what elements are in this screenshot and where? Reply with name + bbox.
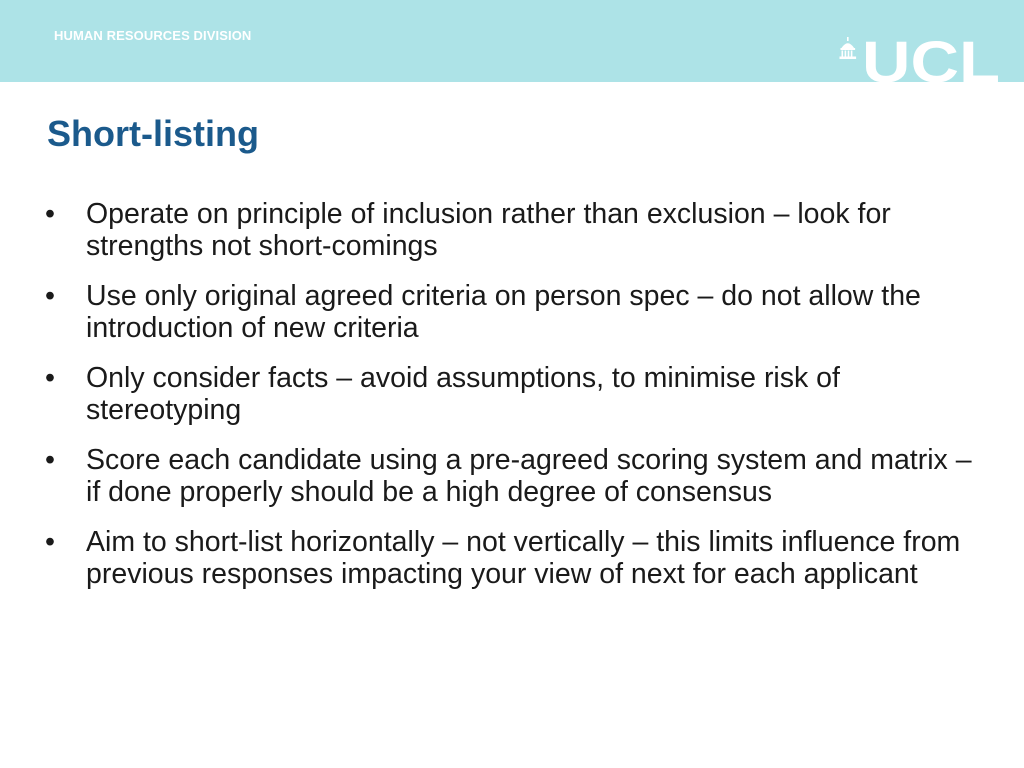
bullet-icon: • xyxy=(45,526,55,558)
ucl-logo-text: UCL xyxy=(862,36,1000,84)
bullet-item xyxy=(45,362,975,426)
ucl-dome-icon xyxy=(840,37,857,59)
bullet-text: Score each candidate using a pre-agreed scoring system and matrix – if done properly should be a high degree of consensus xyxy=(86,444,972,508)
bullet-icon: • xyxy=(45,198,55,230)
bullet-text: Aim to short-list horizontally – not vertically – this limits influence from previous responses impacting your view of next for each applicant xyxy=(86,526,961,590)
ucl-logo xyxy=(838,36,1002,84)
division-label: HUMAN RESOURCES DIVISION xyxy=(54,28,252,43)
bullet-item xyxy=(45,444,975,508)
bullet-item xyxy=(45,198,975,262)
bullet-icon: • xyxy=(45,280,55,312)
bullet-list xyxy=(45,198,975,608)
header-band xyxy=(0,0,1024,82)
bullet-text: Only consider facts – avoid assumptions, to minimise risk of stereotyping xyxy=(86,362,840,426)
bullet-text: Use only original agreed criteria on person spec – do not allow the introduction of new criteria xyxy=(86,280,921,344)
bullet-icon: • xyxy=(45,362,55,394)
bullet-item xyxy=(45,526,975,590)
bullet-text: Operate on principle of inclusion rather than exclusion – look for strengths not short-comings xyxy=(86,198,891,262)
bullet-icon: • xyxy=(45,444,55,476)
bullet-item xyxy=(45,280,975,344)
slide-title: Short-listing xyxy=(47,113,259,154)
